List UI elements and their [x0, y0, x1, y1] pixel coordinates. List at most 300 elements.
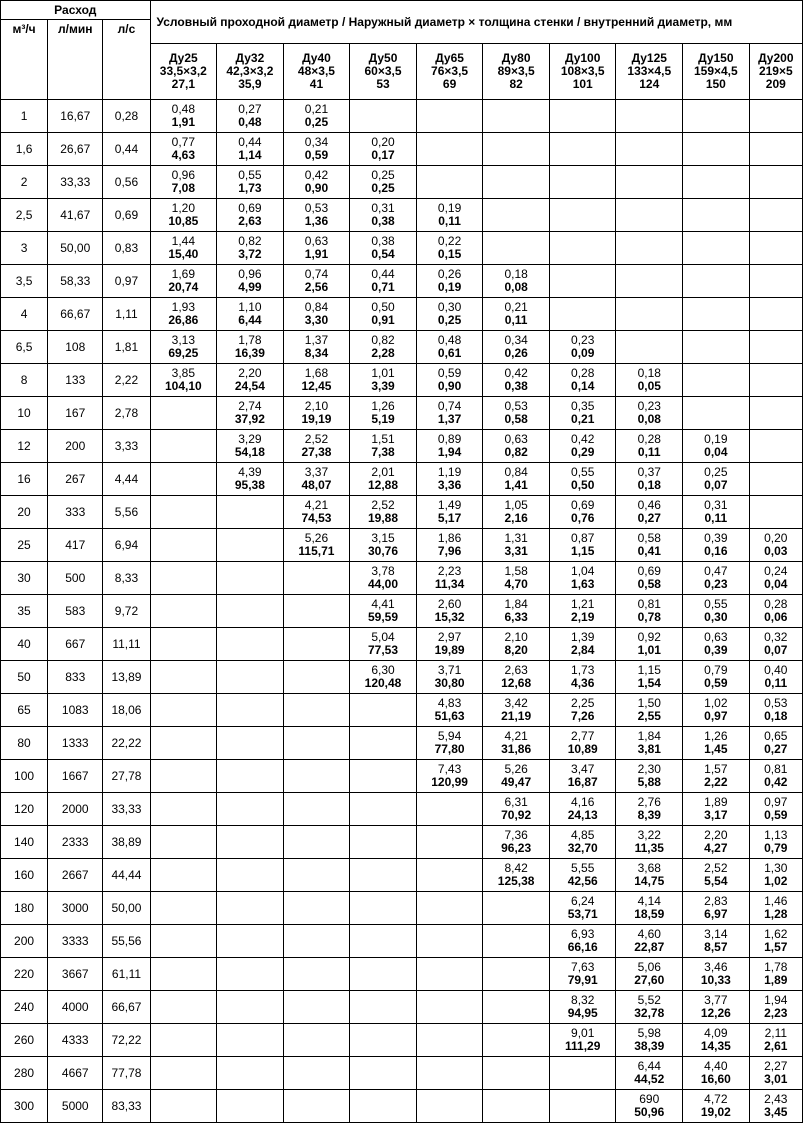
unit-m3h-header: м³/ч	[1, 20, 48, 100]
velocity-value: 0,21	[304, 102, 329, 116]
velocity-loss-cell	[683, 958, 750, 991]
velocity-loss-cell	[549, 760, 616, 793]
velocity-value: 0,19	[704, 432, 728, 446]
pressure-loss-value: 2,56	[304, 280, 329, 294]
pressure-loss-value: 15,32	[434, 610, 465, 624]
velocity-loss-cell	[283, 892, 350, 925]
velocity-loss-cell	[683, 100, 750, 133]
velocity-value: 0,92	[637, 630, 661, 644]
velocity-value: 1,19	[437, 465, 462, 479]
velocity-loss-cell	[683, 826, 750, 859]
velocity-value: 3,47	[571, 762, 595, 776]
velocity-loss-cell	[350, 727, 417, 760]
table-row	[1, 1024, 803, 1057]
velocity-loss-cell	[150, 991, 217, 1024]
flow-m3h-cell: 3	[1, 232, 48, 265]
flow-ls-cell: 55,56	[103, 925, 150, 958]
pipe-size: 89×3,5	[497, 64, 535, 78]
velocity-value: 0,30	[437, 300, 462, 314]
velocity-loss-cell	[350, 232, 417, 265]
table-row	[1, 331, 803, 364]
flow-lmin-cell: 3000	[48, 892, 103, 925]
pressure-loss-value: 8,34	[304, 346, 329, 360]
velocity-value: 0,55	[571, 465, 595, 479]
velocity-loss-cell	[350, 760, 417, 793]
pressure-loss-value: 24,13	[567, 808, 598, 822]
pressure-loss-value: 5,88	[637, 775, 661, 789]
velocity-loss-cell	[683, 496, 750, 529]
velocity-value: 0,53	[304, 201, 329, 215]
velocity-loss-cell	[483, 232, 550, 265]
velocity-value: 1,84	[504, 597, 528, 611]
flow-m3h-cell: 140	[1, 826, 48, 859]
velocity-value: 0,23	[571, 333, 595, 347]
velocity-loss-cell	[683, 793, 750, 826]
velocity-loss-cell	[150, 859, 217, 892]
pressure-loss-value: 0,82	[504, 445, 528, 459]
flow-lmin-cell: 667	[48, 628, 103, 661]
flow-m3h-cell: 40	[1, 628, 48, 661]
pressure-loss-value: 22,87	[634, 940, 665, 954]
velocity-loss-cell	[616, 463, 683, 496]
table-row	[1, 727, 803, 760]
velocity-value: 7,63	[571, 960, 595, 974]
velocity-loss-cell	[283, 430, 350, 463]
velocity-loss-cell	[749, 694, 802, 727]
table-row	[1, 199, 803, 232]
velocity-loss-cell	[549, 1024, 616, 1057]
pipe-header-Ду40	[283, 44, 350, 100]
pressure-loss-value: 5,54	[704, 874, 728, 888]
velocity-loss-cell	[217, 661, 284, 694]
velocity-loss-cell	[283, 628, 350, 661]
velocity-loss-cell	[150, 331, 217, 364]
velocity-loss-cell	[616, 298, 683, 331]
velocity-loss-cell	[549, 331, 616, 364]
pressure-loss-value: 66,16	[567, 940, 598, 954]
pressure-loss-value: 7,38	[371, 445, 395, 459]
velocity-value: 0,82	[371, 333, 395, 347]
velocity-loss-cell	[217, 793, 284, 826]
velocity-loss-cell	[549, 1090, 616, 1123]
flow-lmin-cell: 41,67	[48, 199, 103, 232]
pressure-loss-value: 0,27	[764, 742, 788, 756]
velocity-value: 4,16	[571, 795, 595, 809]
flow-ls-cell: 6,94	[103, 529, 150, 562]
table-row	[1, 166, 803, 199]
velocity-loss-cell	[483, 694, 550, 727]
velocity-loss-cell	[549, 859, 616, 892]
velocity-loss-cell	[483, 364, 550, 397]
velocity-loss-cell	[749, 562, 802, 595]
velocity-value: 6,24	[571, 894, 595, 908]
velocity-loss-cell	[683, 364, 750, 397]
flow-m3h-cell: 12	[1, 430, 48, 463]
pressure-loss-value: 0,50	[571, 478, 595, 492]
velocity-loss-cell	[217, 1057, 284, 1090]
velocity-value: 4,40	[704, 1059, 728, 1073]
velocity-loss-cell	[483, 496, 550, 529]
velocity-value: 0,44	[238, 135, 262, 149]
velocity-loss-cell	[283, 232, 350, 265]
flow-ls-cell: 8,33	[103, 562, 150, 595]
velocity-loss-cell	[350, 694, 417, 727]
velocity-loss-cell	[616, 166, 683, 199]
velocity-loss-cell	[217, 463, 284, 496]
velocity-loss-cell	[217, 331, 284, 364]
velocity-value: 0,46	[637, 498, 661, 512]
velocity-loss-cell	[483, 1057, 550, 1090]
velocity-value: 2,97	[437, 630, 462, 644]
velocity-value: 5,06	[637, 960, 661, 974]
velocity-loss-cell	[683, 529, 750, 562]
velocity-loss-cell	[350, 661, 417, 694]
table-row	[1, 958, 803, 991]
velocity-loss-cell	[150, 793, 217, 826]
velocity-value: 0,74	[304, 267, 329, 281]
table-row	[1, 265, 803, 298]
velocity-loss-cell	[749, 496, 802, 529]
pressure-loss-value: 0,11	[637, 445, 661, 459]
velocity-value: 1,78	[764, 960, 788, 974]
pressure-loss-value: 24,54	[234, 379, 265, 393]
velocity-loss-cell	[749, 595, 802, 628]
velocity-loss-cell	[416, 133, 483, 166]
velocity-loss-cell	[283, 529, 350, 562]
flow-lmin-cell: 16,67	[48, 100, 103, 133]
pressure-loss-value: 48,07	[301, 478, 332, 492]
velocity-value: 2,52	[304, 432, 329, 446]
velocity-value: 1,86	[437, 531, 462, 545]
velocity-loss-cell	[683, 859, 750, 892]
flow-m3h-cell: 80	[1, 727, 48, 760]
flow-ls-cell: 83,33	[103, 1090, 150, 1123]
velocity-loss-cell	[217, 760, 284, 793]
velocity-loss-cell	[416, 232, 483, 265]
velocity-value: 0,63	[504, 432, 528, 446]
pressure-loss-value: 30,80	[434, 676, 465, 690]
velocity-loss-cell	[416, 1024, 483, 1057]
velocity-loss-cell	[616, 496, 683, 529]
velocity-loss-cell	[350, 859, 417, 892]
flow-ls-cell: 18,06	[103, 694, 150, 727]
velocity-loss-cell	[217, 925, 284, 958]
velocity-value: 3,22	[637, 828, 661, 842]
velocity-loss-cell	[616, 1090, 683, 1123]
pressure-loss-value: 2,23	[764, 1006, 788, 1020]
flow-ls-cell: 0,69	[103, 199, 150, 232]
velocity-loss-cell	[283, 661, 350, 694]
pressure-loss-value: 27,38	[301, 445, 332, 459]
velocity-value: 0,37	[637, 465, 661, 479]
pipe-header-Ду25	[150, 44, 217, 100]
velocity-value: 5,04	[371, 630, 395, 644]
velocity-value: 0,18	[637, 366, 661, 380]
velocity-loss-cell	[749, 331, 802, 364]
pressure-loss-value: 1,37	[437, 412, 462, 426]
pipe-size: 219×5	[758, 64, 793, 78]
velocity-value: 1,49	[437, 498, 462, 512]
velocity-value: 0,69	[238, 201, 262, 215]
velocity-value: 0,65	[764, 729, 788, 743]
velocity-loss-cell	[150, 232, 217, 265]
velocity-loss-cell	[416, 694, 483, 727]
velocity-loss-cell	[683, 661, 750, 694]
pressure-loss-value: 0,09	[571, 346, 595, 360]
pressure-loss-value: 20,74	[168, 280, 199, 294]
velocity-value: 0,44	[371, 267, 395, 281]
velocity-value: 2,10	[304, 399, 329, 413]
pressure-loss-value: 21,19	[501, 709, 532, 723]
velocity-loss-cell	[283, 364, 350, 397]
velocity-loss-cell	[749, 1057, 802, 1090]
pipe-dn: Ду65	[435, 51, 464, 65]
velocity-loss-cell	[749, 892, 802, 925]
pressure-loss-value: 14,35	[700, 1039, 731, 1053]
velocity-loss-cell	[483, 529, 550, 562]
velocity-value: 0,84	[304, 300, 329, 314]
pressure-loss-value: 125,38	[497, 874, 535, 888]
velocity-loss-cell	[549, 661, 616, 694]
velocity-loss-cell	[350, 892, 417, 925]
velocity-loss-cell	[350, 1024, 417, 1057]
velocity-value: 0,47	[704, 564, 728, 578]
pipe-dn: Ду50	[368, 51, 398, 65]
pipe-inner-diameter: 27,1	[171, 77, 195, 91]
velocity-loss-cell	[416, 892, 483, 925]
velocity-loss-cell	[749, 958, 802, 991]
velocity-loss-cell	[749, 628, 802, 661]
pressure-loss-value: 15,40	[168, 247, 199, 261]
pressure-loss-value: 6,97	[704, 907, 728, 921]
velocity-value: 0,18	[504, 267, 528, 281]
velocity-value: 1,05	[504, 498, 528, 512]
pressure-loss-value: 0,23	[704, 577, 728, 591]
velocity-value: 2,52	[371, 498, 395, 512]
pressure-loss-value: 0,17	[371, 148, 395, 162]
velocity-value: 1,58	[504, 564, 528, 578]
flow-m3h-cell: 10	[1, 397, 48, 430]
pipe-size: 108×3,5	[560, 64, 605, 78]
velocity-value: 0,69	[571, 498, 595, 512]
velocity-loss-cell	[350, 826, 417, 859]
flow-m3h-cell: 25	[1, 529, 48, 562]
velocity-value: 0,38	[371, 234, 395, 248]
velocity-loss-cell	[616, 892, 683, 925]
pipe-size: 159×4,5	[693, 64, 738, 78]
velocity-value: 5,26	[304, 531, 329, 545]
flow-m3h-cell: 4	[1, 298, 48, 331]
velocity-loss-cell	[616, 232, 683, 265]
pressure-loss-value: 1,28	[764, 907, 788, 921]
velocity-value: 6,93	[571, 927, 595, 941]
velocity-loss-cell	[283, 133, 350, 166]
velocity-loss-cell	[749, 529, 802, 562]
velocity-loss-cell	[416, 595, 483, 628]
velocity-loss-cell	[283, 166, 350, 199]
velocity-loss-cell	[616, 1057, 683, 1090]
velocity-loss-cell	[150, 496, 217, 529]
flow-lmin-cell: 1333	[48, 727, 103, 760]
flow-lmin-cell: 2667	[48, 859, 103, 892]
flow-ls-cell: 1,11	[103, 298, 150, 331]
pressure-loss-value: 16,39	[234, 346, 265, 360]
velocity-loss-cell	[549, 694, 616, 727]
velocity-loss-cell	[350, 133, 417, 166]
velocity-value: 4,85	[571, 828, 595, 842]
pressure-loss-value: 3,31	[504, 544, 528, 558]
flow-ls-cell: 13,89	[103, 661, 150, 694]
pressure-loss-value: 0,04	[764, 577, 788, 591]
pressure-loss-value: 1,02	[764, 874, 788, 888]
velocity-value: 3,77	[704, 993, 728, 1007]
velocity-loss-cell	[150, 958, 217, 991]
velocity-loss-cell	[283, 496, 350, 529]
velocity-loss-cell	[549, 892, 616, 925]
pressure-loss-value: 4,63	[171, 148, 195, 162]
flow-ls-cell: 0,56	[103, 166, 150, 199]
pressure-loss-value: 32,78	[634, 1006, 665, 1020]
velocity-loss-cell	[616, 826, 683, 859]
flow-m3h-cell: 300	[1, 1090, 48, 1123]
velocity-value: 1,30	[764, 861, 788, 875]
velocity-value: 5,26	[504, 762, 528, 776]
velocity-loss-cell	[483, 793, 550, 826]
velocity-value: 6,31	[504, 795, 528, 809]
pressure-loss-value: 1,91	[171, 115, 195, 129]
pressure-loss-value: 0,42	[764, 775, 788, 789]
velocity-value: 6,44	[637, 1059, 661, 1073]
velocity-loss-cell	[683, 331, 750, 364]
velocity-value: 0,20	[764, 531, 788, 545]
table-row	[1, 232, 803, 265]
velocity-value: 1,21	[571, 597, 595, 611]
pressure-loss-value: 19,88	[368, 511, 399, 525]
velocity-loss-cell	[749, 364, 802, 397]
velocity-loss-cell	[616, 331, 683, 364]
pipe-dn: Ду100	[565, 51, 601, 65]
velocity-loss-cell	[616, 595, 683, 628]
velocity-value: 1,62	[764, 927, 788, 941]
velocity-loss-cell	[283, 859, 350, 892]
velocity-loss-cell	[749, 232, 802, 265]
velocity-loss-cell	[683, 298, 750, 331]
table-row	[1, 595, 803, 628]
velocity-loss-cell	[283, 958, 350, 991]
velocity-value: 0,97	[764, 795, 788, 809]
flow-lmin-cell: 167	[48, 397, 103, 430]
pressure-loss-value: 1,91	[304, 247, 329, 261]
velocity-loss-cell	[683, 694, 750, 727]
velocity-value: 2,63	[504, 663, 528, 677]
velocity-loss-cell	[549, 199, 616, 232]
pressure-loss-value: 3,01	[764, 1072, 788, 1086]
pipe-size: 42,3×3,2	[226, 64, 274, 78]
velocity-loss-cell	[549, 529, 616, 562]
velocity-loss-cell	[683, 1057, 750, 1090]
flow-ls-cell: 0,44	[103, 133, 150, 166]
velocity-loss-cell	[616, 529, 683, 562]
velocity-value: 0,69	[637, 564, 661, 578]
velocity-loss-cell	[549, 496, 616, 529]
velocity-value: 2,11	[764, 1026, 788, 1040]
flow-lmin-cell: 108	[48, 331, 103, 364]
velocity-value: 0,40	[764, 663, 788, 677]
velocity-value: 0,48	[437, 333, 462, 347]
velocity-loss-cell	[283, 925, 350, 958]
flow-ls-cell: 4,44	[103, 463, 150, 496]
pressure-loss-value: 6,33	[504, 610, 528, 624]
table-row	[1, 925, 803, 958]
flow-m3h-cell: 8	[1, 364, 48, 397]
velocity-loss-cell	[549, 727, 616, 760]
pressure-loss-value: 120,99	[431, 775, 468, 789]
velocity-value: 0,24	[764, 564, 788, 578]
velocity-loss-cell	[283, 1090, 350, 1123]
velocity-loss-cell	[616, 364, 683, 397]
velocity-value: 3,14	[704, 927, 728, 941]
velocity-value: 8,42	[504, 861, 528, 875]
pipe-dn: Ду25	[168, 51, 198, 65]
velocity-loss-cell	[549, 793, 616, 826]
velocity-loss-cell	[683, 925, 750, 958]
velocity-loss-cell	[749, 727, 802, 760]
velocity-loss-cell	[283, 463, 350, 496]
velocity-value: 0,23	[637, 399, 661, 413]
velocity-loss-cell	[283, 265, 350, 298]
pressure-loss-value: 0,78	[637, 610, 661, 624]
velocity-value: 4,21	[504, 729, 528, 743]
velocity-value: 0,21	[504, 300, 528, 314]
velocity-value: 0,81	[637, 597, 661, 611]
pressure-loss-value: 1,57	[764, 940, 788, 954]
velocity-value: 0,25	[371, 168, 395, 182]
velocity-value: 0,82	[238, 234, 262, 248]
velocity-value: 5,98	[637, 1026, 661, 1040]
pressure-loss-value: 0,48	[238, 115, 262, 129]
velocity-loss-cell	[483, 199, 550, 232]
velocity-loss-cell	[283, 199, 350, 232]
velocity-loss-cell	[350, 595, 417, 628]
velocity-loss-cell	[549, 166, 616, 199]
pressure-loss-value: 0,90	[437, 379, 462, 393]
velocity-loss-cell	[749, 760, 802, 793]
velocity-value: 1,39	[571, 630, 595, 644]
pressure-loss-value: 12,68	[501, 676, 532, 690]
velocity-loss-cell	[150, 298, 217, 331]
velocity-value: 0,55	[704, 597, 728, 611]
pressure-loss-value: 27,60	[634, 973, 665, 987]
velocity-value: 1,69	[171, 267, 195, 281]
flow-m3h-cell: 160	[1, 859, 48, 892]
velocity-loss-cell	[483, 925, 550, 958]
velocity-loss-cell	[549, 595, 616, 628]
velocity-loss-cell	[749, 925, 802, 958]
velocity-loss-cell	[217, 727, 284, 760]
pressure-loss-value: 0,97	[704, 709, 728, 723]
velocity-loss-cell	[416, 331, 483, 364]
pressure-loss-value: 32,70	[567, 841, 598, 855]
velocity-value: 2,60	[437, 597, 462, 611]
velocity-loss-cell	[683, 892, 750, 925]
table-row	[1, 133, 803, 166]
velocity-value: 0,34	[504, 333, 528, 347]
velocity-value: 0,84	[504, 465, 528, 479]
table-row	[1, 826, 803, 859]
velocity-loss-cell	[350, 463, 417, 496]
velocity-loss-cell	[217, 562, 284, 595]
velocity-loss-cell	[483, 430, 550, 463]
